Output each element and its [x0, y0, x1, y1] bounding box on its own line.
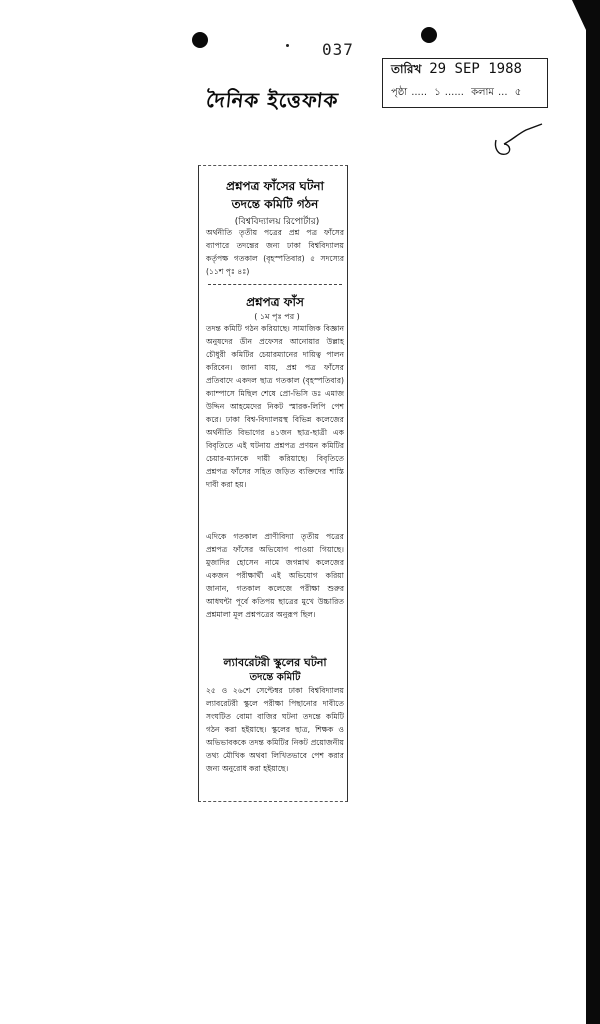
stamp-column-value: ৫ — [514, 87, 522, 98]
stamp-date-value: 29 SEP 1988 — [429, 61, 522, 77]
continuation-subhead: প্রশ্নপত্র ফাঁস — [246, 295, 304, 309]
continued-from-label: ( ১ম পৃঃ পর ) — [254, 312, 300, 321]
stamp-page-row: পৃষ্ঠা ..... ১ ...... কলাম ... ৫ — [391, 87, 522, 98]
article-paragraph-3: এদিকে গতকাল প্রাণীবিদ্যা তৃতীয় পত্রের প্রশ্নপত্র ফাঁসের অভিযোগ পাওয়া গিয়াছে। মুজাদির হোসেন নামে জগন্নাথ কলেজের একজন পরীক্ষার্থী এই অভিযোগ করিয়া জানান, গতকাল কলেজে পরীক্ষা শুরুর আধঘন্টা পূর্বে কতিপয় ছাত্রের মুখে উচ্চারিত প্রশ্নমালা মূল প্রশ্নপত্রের অনুরূপ ছিল। — [206, 532, 344, 619]
article-paragraph-2: তদন্ত কমিটি গঠন করিয়াছে। সামাজিক বিজ্ঞান অনুষদের ডীন প্রফেসর আনোয়ার উল্লাহ চৌধুরী কমিটির চেয়ারম্যানের দায়িত্ব পালন করিবেন। জানা যায়, প্রশ্ন পত্র ফাঁসের প্রতিবাদে একদল ছাত্র গতকাল (বৃহস্পতিবার) ক্যাম্পাসে মিছিল শেষে প্রো-ভিসি ডঃ এমাজ উদ্দিন আহমেদের নিকট স্মারক-লিপি পেশ করে। ঢাকা বিশ্ব-বিদ্যালয়স্থ বিভিন্ন কলেজের অর্থনীতি বিভাগের ৪১জন ছাত্র-ছাত্রী এক বিবৃতিতে এই ঘটনায় প্রশ্নপত্র প্রণয়ন কমিটির চেয়ার-ম্যানকে দায়ী করিয়াছে। বিবৃতিতে প্রশ্নপত্র ফাঁসের সহিত জড়িত ব্যক্তিদের শাস্তি দাবী করা হয়। — [206, 324, 344, 489]
article-paragraph-1: অর্থনীতি তৃতীয় পত্রের প্রশ্ন পত্র ফাঁসের ব্যাপারে তদন্তের জন্য ঢাকা বিশ্ববিদ্যালয় কর্তৃপক্ষ গতকাল (বৃহস্পতিবার) ৫ সদস্যের (১১শ পৃঃ ৪ঃ) — [206, 228, 344, 276]
scanner-edge — [586, 0, 600, 1024]
second-headline-line2: তদন্তে কমিটি — [249, 672, 301, 683]
second-headline-line1: ল্যাবরেটরী স্কুলের ঘটনা — [223, 656, 327, 669]
article-byline: (বিশ্ববিদ্যালয় রিপোর্টার) — [234, 217, 320, 227]
punch-hole-right — [421, 27, 437, 43]
handwritten-mark-icon — [490, 122, 546, 162]
stamp-page-value: ১ — [434, 87, 441, 98]
stamp-date-label: তারিখ — [391, 62, 422, 76]
scanner-edge-notch — [572, 0, 586, 30]
speck — [286, 44, 289, 47]
newspaper-masthead: দৈনিক ইত্তেফাক — [205, 88, 340, 112]
stamp-column-label: কলাম — [471, 87, 494, 98]
punch-hole-left — [192, 32, 208, 48]
article-headline-line1: প্রশ্নপত্র ফাঁসের ঘটনা — [225, 179, 325, 193]
page-number: 037 — [322, 40, 354, 59]
article-paragraph-4: ২৫ ও ২৬শে সেপ্টেম্বর ঢাকা বিশ্ববিদ্যালয় ল্যাবরেটরী স্কুলে পরীক্ষা পিছানোর দাবীতে সংঘটিত বোমা বাজির ঘটনা তদন্তে কমিটি গঠন করা হইয়াছে। স্কুলের ছাত্র, শিক্ষক ও অভিভাবককে তদন্ত কমিটির নিকট প্রয়োজনীয় তথ্য মৌখিক অথবা লিখিতভাবে পেশ করার জন্য অনুরোধ করা হইয়াছে। — [206, 686, 344, 773]
clipping-divider — [208, 284, 342, 285]
date-stamp — [382, 58, 548, 108]
stamp-date-row — [391, 61, 522, 81]
stamp-page-label: পৃষ্ঠা — [391, 87, 408, 98]
article-headline-line2: তদন্তে কমিটি গঠন — [231, 197, 319, 211]
